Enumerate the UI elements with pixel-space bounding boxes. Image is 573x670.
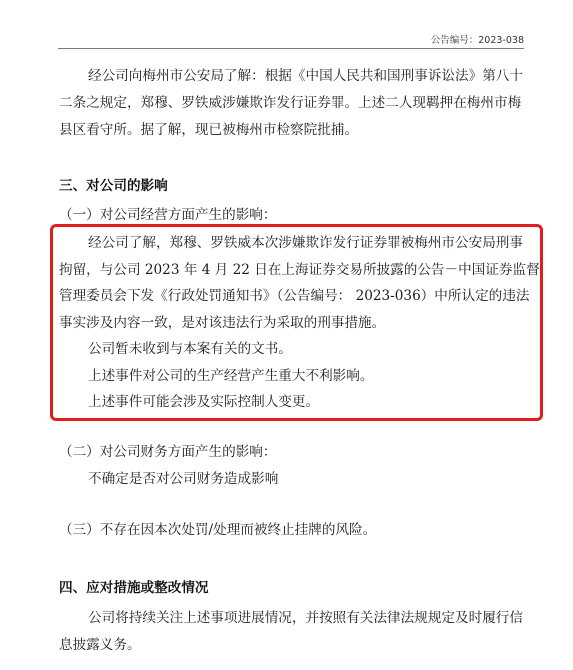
announcement-number: 公告编号：2023-038	[430, 35, 524, 46]
sub1-para1-line-1: 经公司了解，郑穆、罗铁威本次涉嫌欺诈发行证券罪被梅州市公安局刑事	[88, 235, 523, 251]
section-3-heading: 三、对公司的影响	[59, 178, 168, 194]
intro-line-1: 经公司向梅州市公安局了解：根据《中国人民共和国刑事诉讼法》第八十	[88, 68, 523, 84]
section-4-line-1: 公司将持续关注上述事项进展情况，并按照有关法律法规规定及时履行信	[88, 610, 523, 626]
sub1-para3: 上述事件对公司的生产经营产生重大不利影响。	[88, 368, 374, 384]
sub1-para1-line-3: 管理委员会下发《行政处罚通知书》（公告编号： 2023-036）中所认定的违法	[59, 288, 530, 304]
intro-line-3: 县区看守所。据了解，现已被梅州市检察院批捕。	[59, 122, 359, 138]
subsection-2-title: （二）对公司财务方面产生的影响：	[59, 444, 277, 460]
sub1-para1-line-2: 拘留，与公司 2023 年 4 月 22 日在上海证券交易所披露的公告－中国证券监督	[59, 262, 540, 278]
page-header	[58, 32, 524, 46]
subsection-1-title: （一）对公司经营方面产生的影响：	[59, 207, 277, 223]
sub2-text: 不确定是否对公司财务造成影响	[88, 471, 279, 487]
subsection-3-text: （三）不存在因本次处罚/处理而被终止挂牌的风险。	[59, 522, 377, 538]
header-divider	[58, 48, 524, 49]
sub1-para4: 上述事件可能会涉及实际控制人变更。	[88, 394, 320, 410]
section-4-heading: 四、应对措施或整改情况	[59, 580, 209, 596]
section-4-line-2: 息披露义务。	[59, 637, 141, 653]
intro-line-2: 二条之规定，郑穆、罗铁威涉嫌欺诈发行证券罪。上述二人现羁押在梅州市梅	[59, 95, 522, 111]
sub1-para2: 公司暂未收到与本案有关的文书。	[88, 341, 292, 357]
sub1-para1-line-4: 事实涉及内容一致，是对该违法行为采取的刑事措施。	[59, 315, 386, 331]
